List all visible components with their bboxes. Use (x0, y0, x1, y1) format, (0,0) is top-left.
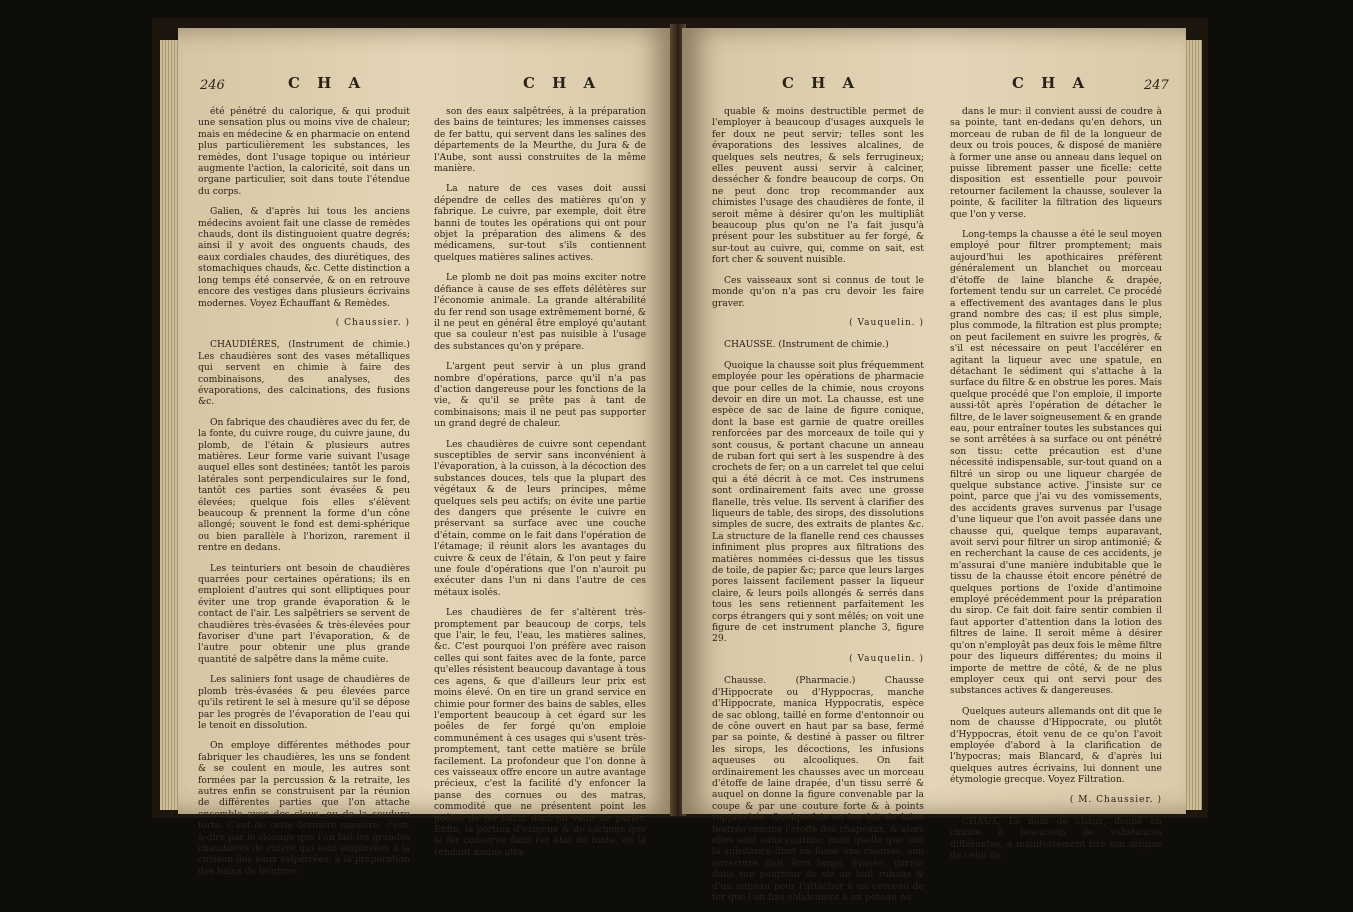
running-header-right-2: C H A (1012, 74, 1091, 92)
author-signature: ( Vauquelin. ) (849, 653, 924, 664)
paragraph: Quoique la chausse soit plus fréquemment employée pour les opérations de pharmacie que pour celles de la chimie, nous croyons devoir en dire un mot. La chausse, est une espèce de sac de laine de figure conique, dont la base est garnie de quatre oreilles renforcées par des morceaux de toile qui y sont cousus, & portant chacune un anneau de ruban fort qui sert à les suspendre à des crochets de fer; on a un carrelet tel que celui qui a été décrit à ce mot. Ces instrumens sont ordinairement faits avec une grosse flanelle, très velue. Ils servent à clarifier des liqueurs de table, des sirops, des dissolutions simples de sucre, des extraits de plantes &c. La structure de la flanelle rend ces chausses infiniment plus propres aux filtrations des matières nommées ci-dessus que les tissus de toile, de papier &c; parce que leurs larges pores laissent facilement passer la liqueur claire, & leurs poils allongés & serrés dans tous les sens retiennent parfaitement les corps étrangers qui y sont mêlés; on voit une figure de cet instrument planche 3, figure 29. (712, 359, 924, 645)
right-column-1 (712, 106, 924, 912)
left-page (178, 28, 674, 877)
right-column-2 (950, 106, 1162, 871)
paragraph: Long-temps la chausse a été le seul moyen employé pour filtrer promptement; mais aujourd'hui les apothicaires préfèrent généralement un blanchet ou morceau d'étoffe de laine blanche & drapée, fortement tendu sur un carrelet. Ce procédé a effectivement des avantages dans le plus grand nombre des cas; il est plus simple, plus commode, la filtration est plus prompte; on peut facilement en suivre les progrès, & s'il est nécessaire on peut l'accélérer en agitant la liqueur avec une spatule, en détachant le sédiment qui s'attache à la surface du filtre & en obstrue les pores. Mais quelque procédé que l'on emploie, il importe aussi-tôt après l'opération de détacher le filtre, de le laver soigneusement & en grande eau, pour entraîner toutes les substances qui se sont arrêtées à sa surface ou ont pénétré son tissu: cette précaution est d'une nécessité indispensable, sur-tout quand on a filtré un sirop ou une liqueur chargée de quelque substance active. J'insiste sur ce point, parce que j'ai vu des vomissements, des accidents graves survenus par l'usage d'une liqueur que l'on avoit passée dans une chausse qui, quelque temps auparavant, avoit servi pour filtrer un sirop antimonié; & en recherchant la cause de ces accidents, je m'assurai d'une manière indubitable que le tissu de la chausse étoit encore pénétré de quelques portions de l'oxide d'antimoine employé précédemment pour la préparation du sirop. Ce fait doit faire sentir combien il faut apporter d'attention dans la lotion des filtres de laine. Il seroit même à désirer qu'on n'employât pas deux fois le même filtre pour des liqueurs différentes; du moins il importe de mettre de côté, & de ne plus employer ceux qui ont servi pour des substances actives & dangereuses. (950, 229, 1162, 697)
running-header-left-1: C H A (288, 74, 367, 92)
page-number-left: 246 (200, 78, 225, 93)
author-signature: ( Chaussier. ) (335, 317, 410, 328)
paragraph: On fabrique des chaudières avec du fer, de la fonte, du cuivre rouge, du cuivre jaune, du plomb, de l'étain & plusieurs autres matières. Leur forme varie suivant l'usage auquel elles sont destinées; tantôt les parois latérales sont perpendiculaires sur le fond, tantôt ces parties sont évasées & peu élevées; quelque fois elles s'élèvent beaucoup & prennent la forme d'un cône allongé; souvent le fond est demi-sphérique ou bien parallèle à l'horizon, rarement il rentre en dedans. (198, 416, 411, 554)
paragraph: CHAUDIÈRES, (Instrument de chimie.) Les chaudières sont des vases métalliques qui servent en chimie à faire des combinaisons, des analyses, des évaporations, des calcinations, des fusions &c. (198, 339, 410, 408)
page-edges-right (1184, 40, 1202, 810)
page-number-right: 247 (1144, 78, 1169, 93)
open-book (152, 18, 1208, 903)
running-header-left-2: C H A (523, 74, 602, 92)
author-signature: ( Vauquelin. ) (849, 317, 924, 328)
paragraph: son des eaux salpêtrées, à la préparation des bains de teintures; les immenses caisses de fer battu, qui servent dans les salines des départements de la Meurthe, du Jura & de l'Aube, sont aussi construites de la même manière. (434, 106, 646, 175)
paragraph: été pénétré du calorique, & qui produit une sensation plus ou moins vive de chaleur; mais en médecine & en pharmacie on entend plus particulièrement les substances, les remèdes, dont l'usage topique ou intérieur augmente l'action, la caloricité, soit dans un organe particulier, soit dans toute l'étendue du corps. (198, 106, 410, 197)
left-column-1 (198, 106, 410, 886)
left-column-2 (434, 106, 646, 867)
paragraph: Ces vaisseaux sont si connus de tout le monde qu'on n'a pas cru devoir les faire graver. (712, 274, 924, 309)
paragraph: CHAUX. Le nom de chaux, donné en chimie à beaucoup de substances différentes, a manifestement tiré son origine de celui de (950, 815, 1162, 862)
author-signature: ( M. Chaussier. ) (1069, 794, 1162, 805)
paragraph: L'argent peut servir à un plus grand nombre d'opérations, parce qu'il n'a pas d'action dangereuse pour les fonctions de la vie, & qu'il se prête pas à tant de combinaisons; mais il ne peut pas supporter un grand degré de chaleur. (434, 361, 646, 430)
paragraph: Les saliniers font usage de chaudières de plomb très-évasées & peu élevées parce qu'ils retirent le sel à mesure qu'il se dépose par les progrès de l'évaporation de l'eau qui le tenoit en dissolution. (198, 674, 410, 731)
paragraph: dans le mur: il convient aussi de coudre à sa pointe, tant en-dedans qu'en dehors, un morceau de ruban de fil de la longueur de deux ou trois pouces, & disposé de manière à former une anse ou anneau dans lequel on puisse librement passer une ficelle: cette disposition est essentielle pour pouvoir retourner facilement la chausse, soulever la pointe, & faciliter la filtration des liqueurs que l'on y verse. (950, 106, 1162, 220)
paragraph: Chausse. (Pharmacie.) Chausse d'Hippocrate ou d'Hyppocras, manche d'Hippocrate, manica Hyppocratis, espèce de sac oblong, taillé en forme d'entonnoir ou de cône ouvert en haut par sa base, fermé par sa pointe, & destiné à passer ou filtrer les sirops, les décoctions, les infusions aqueuses ou alcooliques. On fait ordinairement les chausses avec un morceau d'étoffe de laine drapée, d'un tissu serré & auquel on donne la figure convenable par la coupe & par une couture forte & à points rapprochés. Quelquefois on les fait de laine feutrée comme l'étoffe des chapeaux, & alors elles sont sans couture; mais quelle que soit la substance dont on fasse une chausse, son ouverture doit être large, évasée, garnie dans son pourtour de six ou huit rubans & d'un anneau pour l'attacher à un cerceau de fer que l'on fixe solidement à un poteau ou (712, 675, 924, 903)
paragraph: quable & moins destructible permet de l'employer à beaucoup d'usages auxquels le fer doux ne peut servir; telles sont les évaporations des lessives alcalines, de quelques sels neutres, & sels ferrugineux; elles peuvent aussi servir à calciner, dessécher & fondre beaucoup de corps. On ne peut donc trop recommander aux chimistes l'usage des chaudières de fonte, il seroit même à désirer qu'on les multipliât beaucoup plus qu'on ne l'a fait jusqu'à présent pour les substituer au fer forgé, & sur-tout au cuivre, qui, comme on sait, est fort cher & souvent nuisible. (712, 106, 924, 266)
paragraph: Galien, & d'après lui tous les anciens médecins avoient fait une classe de remèdes chauds, dont ils distinguoient quatre degrés; ainsi il y avoit des onguents chauds, des eaux cordiales chaudes, des diurétiques, des stomachiques chauds, &c. Cette distinction a long temps été conservée, & on en retrouve encore des vestiges dans plusieurs écrivains modernes. Voyez Échauffant & Remèdes. (198, 206, 410, 309)
right-page (682, 28, 1186, 903)
paragraph: Quelques auteurs allemands ont dit que le nom de chausse d'Hippocrate, ou plutôt d'Hyppocras, étoit venu de ce qu'on l'avoit employée d'abord à la clarification de l'hypocras; mais Blancard, & d'après lui quelques autres écrivains, lui donnent une étymologie grecque. Voyez Filtration. (950, 705, 1162, 786)
paragraph: Le plomb ne doit pas moins exciter notre défiance à cause de ses effets délétères sur l'économie animale. La grande altérabilité du fer rend son usage extrêmement borné, & il ne peut en général être employé qu'autant que sa couleur n'est pas nuisible à l'usage des substances qu'on y prépare. (434, 272, 646, 352)
running-header-right-1: C H A (782, 74, 861, 92)
paragraph: CHAUSSE. (Instrument de chimie.) (724, 339, 889, 351)
paragraph: Les chaudières de fer s'altèrent très-promptement par beaucoup de corps, tels que l'air, le feu, l'eau, les matières salines, &c. C'est pourquoi l'on préfère avec raison celles qui sont faites avec de la fonte, parce qu'elles résistent beaucoup davantage à tous ces agens, & que d'ailleurs leur prix est moins élevé. On en tire un grand service en chimie pour former des bains de sables, elles l'emportent beaucoup à cet égard sur les poêles de fer forgé qu'on emploie communément à ces usages qui s'usent très-promptement, tant cette matière se brûle facilement. La profondeur que l'on donne à ces vaisseaux offre encore un autre avantage précieux, c'est la facilité d'y enfoncer la panse des cornues ou des matras, commodité que ne présentent point les poêles de fer battu dont on vient de parler. Enfin, la portion d'oxigène & de carbone que le fer conserve dans cet état de fonte, en la rendant moins atta- (434, 607, 646, 858)
paragraph: Les chaudières de cuivre sont cependant susceptibles de servir sans inconvénient à l'évaporation, à la cuisson, à la décoction des substances douces, tels que la plupart des végétaux & de leurs principes, même quelques sels peu actifs; on évite une partie des dangers que présente le cuivre en préservant sa surface avec une couche d'étain, comme on le fait dans l'opération de l'étamage; il réunit alors les avantages du cuivre & ceux de l'étain, & l'on peut y faire une foule d'opérations que l'on n'auroit pu exécuter dans l'un ni dans l'autre de ces métaux isolés. (434, 438, 646, 598)
paragraph: On employe différentes méthodes pour fabriquer les chaudières, les uns se fondent & se coulent en moule, les autres sont formées par la percussion & la retraite, les autres enfin se construisent par la réunion de différentes parties que l'on attache ensemble avec des clous, ou de la soudure forte. C'est de cette dernière manière, c'est-à-dire par le clouage que l'on fait les grandes chaudières de cuivre qui sont employées à la cuisson des eaux salpêtrées, à la préparation des bains de teinture; (198, 740, 410, 877)
paragraph: Les teinturiers ont besoin de chaudières quarrées pour certaines opérations; ils en emploient d'autres qui sont elliptiques pour éviter une trop grande évaporation & le contact de l'air. Les salpêtriers se servent de chaudières très-évasées & très-élevées pour favoriser d'une part l'évaporation, & de l'autre pour obtenir une plus grande quantité de salpêtre dans la même cuite. (198, 562, 410, 665)
paragraph: La nature de ces vases doit aussi dépendre de celles des matières qu'on y fabrique. Le cuivre, par exemple, doit être banni de toutes les opérations qui ont pour objet la préparation des alimens & des médicamens, sur-tout s'ils contiennent quelques matières salines actives. (434, 183, 646, 263)
